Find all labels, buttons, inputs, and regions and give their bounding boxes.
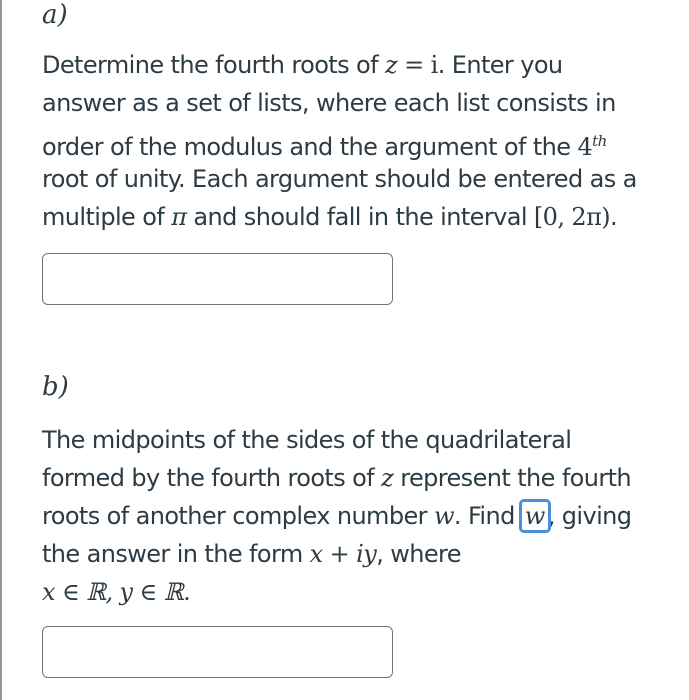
text: and should fall in the interval (186, 203, 534, 231)
math-pi: π (171, 203, 187, 231)
part-b-line-3 (42, 497, 689, 535)
part-a-label: a) (42, 0, 68, 30)
part-a-question (42, 46, 689, 236)
part-a-line-3 (42, 122, 689, 160)
text: . Find (453, 502, 522, 530)
text: represent the fourth (393, 464, 632, 492)
math-eq: = (397, 51, 431, 79)
text: , where (376, 540, 461, 568)
text: Determine the fourth roots of (42, 51, 386, 79)
part-b-line-5: x ∈ ℝ, y ∈ ℝ. (42, 578, 191, 606)
left-border (0, 0, 2, 700)
part-a-answer-input[interactable] (42, 253, 393, 305)
math-th: th (592, 132, 607, 150)
math-z: z (385, 51, 398, 79)
math-i: i (430, 51, 438, 79)
math-interval: [0, 2π) (533, 203, 611, 231)
math-w-focused[interactable]: w (522, 502, 548, 530)
part-a-line-4: root of unity. Each argument should be entered as a (42, 165, 637, 193)
part-b-line-4 (42, 535, 689, 573)
text: , giving (547, 502, 632, 530)
part-a-line-1 (42, 46, 689, 84)
text: multiple of (42, 203, 172, 231)
math-x-iy: x + iy (309, 540, 377, 568)
text: . Enter you (437, 51, 563, 79)
text: roots of another complex number (42, 502, 434, 530)
part-a-line-5 (42, 198, 689, 236)
math-w: w (433, 502, 454, 530)
part-b-answer-input[interactable] (42, 626, 393, 678)
part-b-label: b) (42, 372, 69, 402)
text: order of the modulus and the argument of the (42, 133, 578, 161)
part-a-line-2: answer as a set of lists, where each list consists in (42, 89, 616, 117)
text: formed by the fourth roots of (42, 464, 382, 492)
part-b-line-1: The midpoints of the sides of the quadrilateral (42, 426, 572, 454)
part-b-question (42, 421, 689, 611)
part-b-line-2 (42, 459, 689, 497)
math-4: 4 (577, 133, 593, 161)
math-z: z (381, 464, 394, 492)
text: . (610, 203, 618, 231)
text: the answer in the form (42, 540, 310, 568)
